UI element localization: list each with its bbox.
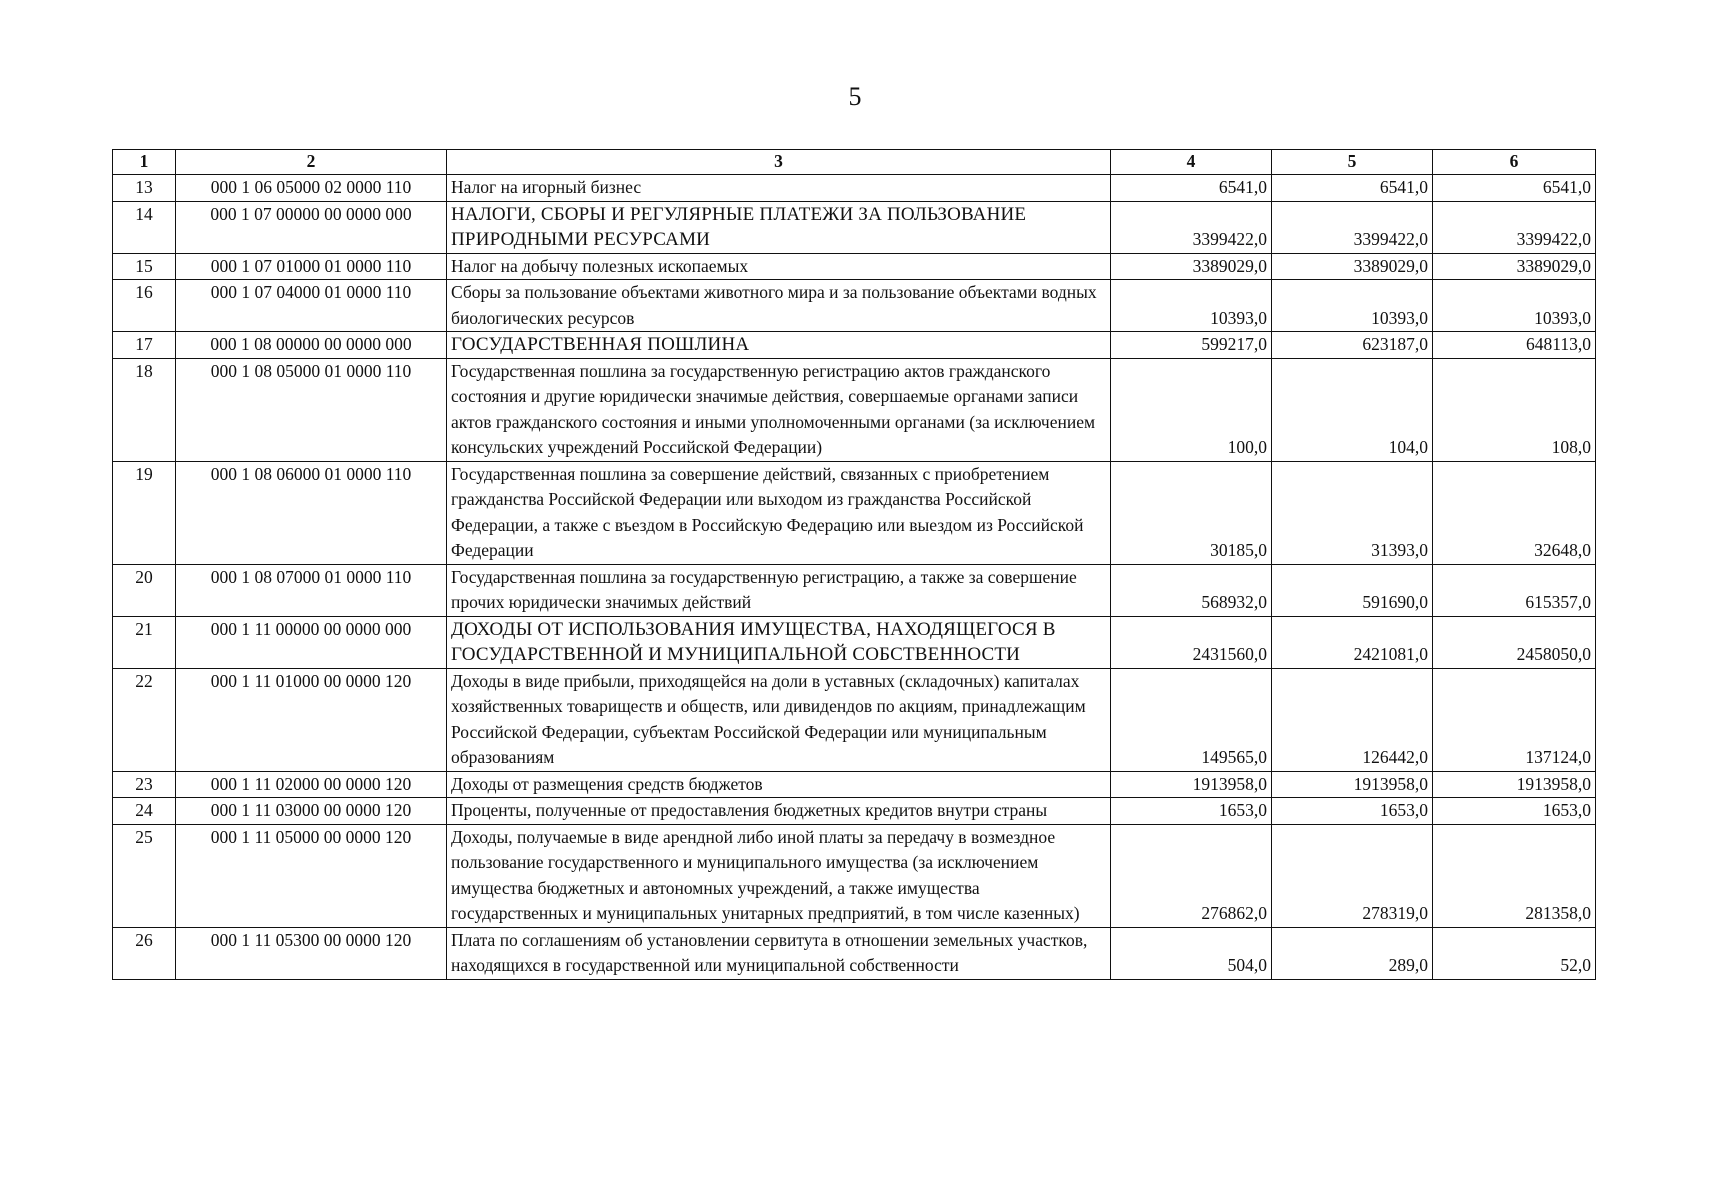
value-col-4: 568932,0 bbox=[1111, 564, 1272, 616]
value-col-6: 3389029,0 bbox=[1433, 253, 1596, 280]
value-col-6: 1913958,0 bbox=[1433, 771, 1596, 798]
revenue-name: Доходы в виде прибыли, приходящейся на доли в уставных (складочных) капиталах хозяйственных товариществ и обществ, или дивидендов по акциям, принадлежащим Российской Федерации, субъектам Российской Федерации или муниципальным образованиям bbox=[447, 668, 1111, 771]
value-col-6: 3399422,0 bbox=[1433, 201, 1596, 253]
row-number: 21 bbox=[113, 616, 176, 668]
revenue-name: Проценты, полученные от предоставления бюджетных кредитов внутри страны bbox=[447, 798, 1111, 825]
row-number: 16 bbox=[113, 280, 176, 332]
budget-code: 000 1 08 05000 01 0000 110 bbox=[176, 358, 447, 461]
budget-code: 000 1 11 01000 00 0000 120 bbox=[176, 668, 447, 771]
value-col-6: 10393,0 bbox=[1433, 280, 1596, 332]
value-col-6: 108,0 bbox=[1433, 358, 1596, 461]
budget-code: 000 1 07 00000 00 0000 000 bbox=[176, 201, 447, 253]
revenue-name: НАЛОГИ, СБОРЫ И РЕГУЛЯРНЫЕ ПЛАТЕЖИ ЗА ПОЛЬЗОВАНИЕ ПРИРОДНЫМИ РЕСУРСАМИ bbox=[447, 201, 1111, 253]
budget-code: 000 1 11 00000 00 0000 000 bbox=[176, 616, 447, 668]
header-col-6: 6 bbox=[1433, 150, 1596, 175]
revenue-name: ГОСУДАРСТВЕННАЯ ПОШЛИНА bbox=[447, 332, 1111, 359]
table-row bbox=[113, 798, 1596, 825]
row-number: 18 bbox=[113, 358, 176, 461]
budget-code: 000 1 08 06000 01 0000 110 bbox=[176, 461, 447, 564]
revenue-name: Государственная пошлина за государственную регистрацию, а также за совершение прочих юридически значимых действий bbox=[447, 564, 1111, 616]
table-row bbox=[113, 927, 1596, 979]
value-col-6: 281358,0 bbox=[1433, 824, 1596, 927]
table-row bbox=[113, 332, 1596, 359]
value-col-5: 6541,0 bbox=[1272, 175, 1433, 202]
row-number: 14 bbox=[113, 201, 176, 253]
value-col-4: 30185,0 bbox=[1111, 461, 1272, 564]
value-col-6: 52,0 bbox=[1433, 927, 1596, 979]
value-col-4: 599217,0 bbox=[1111, 332, 1272, 359]
value-col-5: 31393,0 bbox=[1272, 461, 1433, 564]
budget-code: 000 1 11 05000 00 0000 120 bbox=[176, 824, 447, 927]
revenue-name: Плата по соглашениям об установлении сервитута в отношении земельных участков, находящихся в государственной или муниципальной собственности bbox=[447, 927, 1111, 979]
row-number: 22 bbox=[113, 668, 176, 771]
table-header-row bbox=[113, 150, 1596, 175]
revenue-name: Доходы от размещения средств бюджетов bbox=[447, 771, 1111, 798]
table-row bbox=[113, 771, 1596, 798]
row-number: 19 bbox=[113, 461, 176, 564]
row-number: 23 bbox=[113, 771, 176, 798]
value-col-4: 1653,0 bbox=[1111, 798, 1272, 825]
revenue-name: Государственная пошлина за государственную регистрацию актов гражданского состояния и другие юридически значимые действия, совершаемые органами записи актов гражданского состояния и иными уполномоченными органами (за исключением консульских учреждений Российской Федерации) bbox=[447, 358, 1111, 461]
value-col-6: 1653,0 bbox=[1433, 798, 1596, 825]
value-col-5: 623187,0 bbox=[1272, 332, 1433, 359]
table-row bbox=[113, 668, 1596, 771]
header-col-1: 1 bbox=[113, 150, 176, 175]
value-col-4: 149565,0 bbox=[1111, 668, 1272, 771]
budget-code: 000 1 11 03000 00 0000 120 bbox=[176, 798, 447, 825]
value-col-5: 2421081,0 bbox=[1272, 616, 1433, 668]
value-col-6: 2458050,0 bbox=[1433, 616, 1596, 668]
budget-code: 000 1 06 05000 02 0000 110 bbox=[176, 175, 447, 202]
revenue-name: Государственная пошлина за совершение действий, связанных с приобретением гражданства Российской Федерации или выходом из гражданства Российской Федерации, а также с въездом в Российскую Федерацию или выездом из Российской Федерации bbox=[447, 461, 1111, 564]
table-row bbox=[113, 253, 1596, 280]
value-col-4: 504,0 bbox=[1111, 927, 1272, 979]
value-col-6: 648113,0 bbox=[1433, 332, 1596, 359]
revenue-name: Сборы за пользование объектами животного мира и за пользование объектами водных биологических ресурсов bbox=[447, 280, 1111, 332]
value-col-6: 615357,0 bbox=[1433, 564, 1596, 616]
budget-code: 000 1 08 07000 01 0000 110 bbox=[176, 564, 447, 616]
row-number: 26 bbox=[113, 927, 176, 979]
revenue-name: Налог на игорный бизнес bbox=[447, 175, 1111, 202]
table-row bbox=[113, 564, 1596, 616]
value-col-5: 591690,0 bbox=[1272, 564, 1433, 616]
value-col-4: 10393,0 bbox=[1111, 280, 1272, 332]
row-number: 17 bbox=[113, 332, 176, 359]
revenue-name: Налог на добычу полезных ископаемых bbox=[447, 253, 1111, 280]
value-col-4: 6541,0 bbox=[1111, 175, 1272, 202]
row-number: 20 bbox=[113, 564, 176, 616]
table-row bbox=[113, 201, 1596, 253]
value-col-6: 32648,0 bbox=[1433, 461, 1596, 564]
row-number: 15 bbox=[113, 253, 176, 280]
value-col-6: 6541,0 bbox=[1433, 175, 1596, 202]
header-col-4: 4 bbox=[1111, 150, 1272, 175]
row-number: 13 bbox=[113, 175, 176, 202]
page-number: 5 bbox=[848, 82, 862, 111]
value-col-4: 276862,0 bbox=[1111, 824, 1272, 927]
value-col-5: 3389029,0 bbox=[1272, 253, 1433, 280]
table-row bbox=[113, 616, 1596, 668]
table-row bbox=[113, 280, 1596, 332]
row-number: 24 bbox=[113, 798, 176, 825]
budget-code: 000 1 11 02000 00 0000 120 bbox=[176, 771, 447, 798]
revenue-name: ДОХОДЫ ОТ ИСПОЛЬЗОВАНИЯ ИМУЩЕСТВА, НАХОДЯЩЕГОСЯ В ГОСУДАРСТВЕННОЙ И МУНИЦИПАЛЬНОЙ СОБСТВЕННОСТИ bbox=[447, 616, 1111, 668]
revenue-table bbox=[112, 149, 1596, 980]
value-col-5: 1653,0 bbox=[1272, 798, 1433, 825]
value-col-5: 289,0 bbox=[1272, 927, 1433, 979]
header-col-5: 5 bbox=[1272, 150, 1433, 175]
value-col-4: 2431560,0 bbox=[1111, 616, 1272, 668]
value-col-5: 10393,0 bbox=[1272, 280, 1433, 332]
value-col-5: 1913958,0 bbox=[1272, 771, 1433, 798]
value-col-4: 3399422,0 bbox=[1111, 201, 1272, 253]
budget-code: 000 1 07 04000 01 0000 110 bbox=[176, 280, 447, 332]
budget-code: 000 1 11 05300 00 0000 120 bbox=[176, 927, 447, 979]
value-col-4: 1913958,0 bbox=[1111, 771, 1272, 798]
table-row bbox=[113, 175, 1596, 202]
table-row bbox=[113, 461, 1596, 564]
table-row bbox=[113, 358, 1596, 461]
revenue-name: Доходы, получаемые в виде арендной либо иной платы за передачу в возмездное пользование государственного и муниципального имущества (за исключением имущества бюджетных и автономных учреждений, а также имущества государственных и муниципальных унитарных предприятий, в том числе казенных) bbox=[447, 824, 1111, 927]
value-col-5: 3399422,0 bbox=[1272, 201, 1433, 253]
value-col-5: 104,0 bbox=[1272, 358, 1433, 461]
value-col-5: 126442,0 bbox=[1272, 668, 1433, 771]
table-row bbox=[113, 824, 1596, 927]
budget-code: 000 1 07 01000 01 0000 110 bbox=[176, 253, 447, 280]
value-col-5: 278319,0 bbox=[1272, 824, 1433, 927]
header-col-3: 3 bbox=[447, 150, 1111, 175]
value-col-4: 100,0 bbox=[1111, 358, 1272, 461]
budget-code: 000 1 08 00000 00 0000 000 bbox=[176, 332, 447, 359]
value-col-4: 3389029,0 bbox=[1111, 253, 1272, 280]
row-number: 25 bbox=[113, 824, 176, 927]
value-col-6: 137124,0 bbox=[1433, 668, 1596, 771]
header-col-2: 2 bbox=[176, 150, 447, 175]
